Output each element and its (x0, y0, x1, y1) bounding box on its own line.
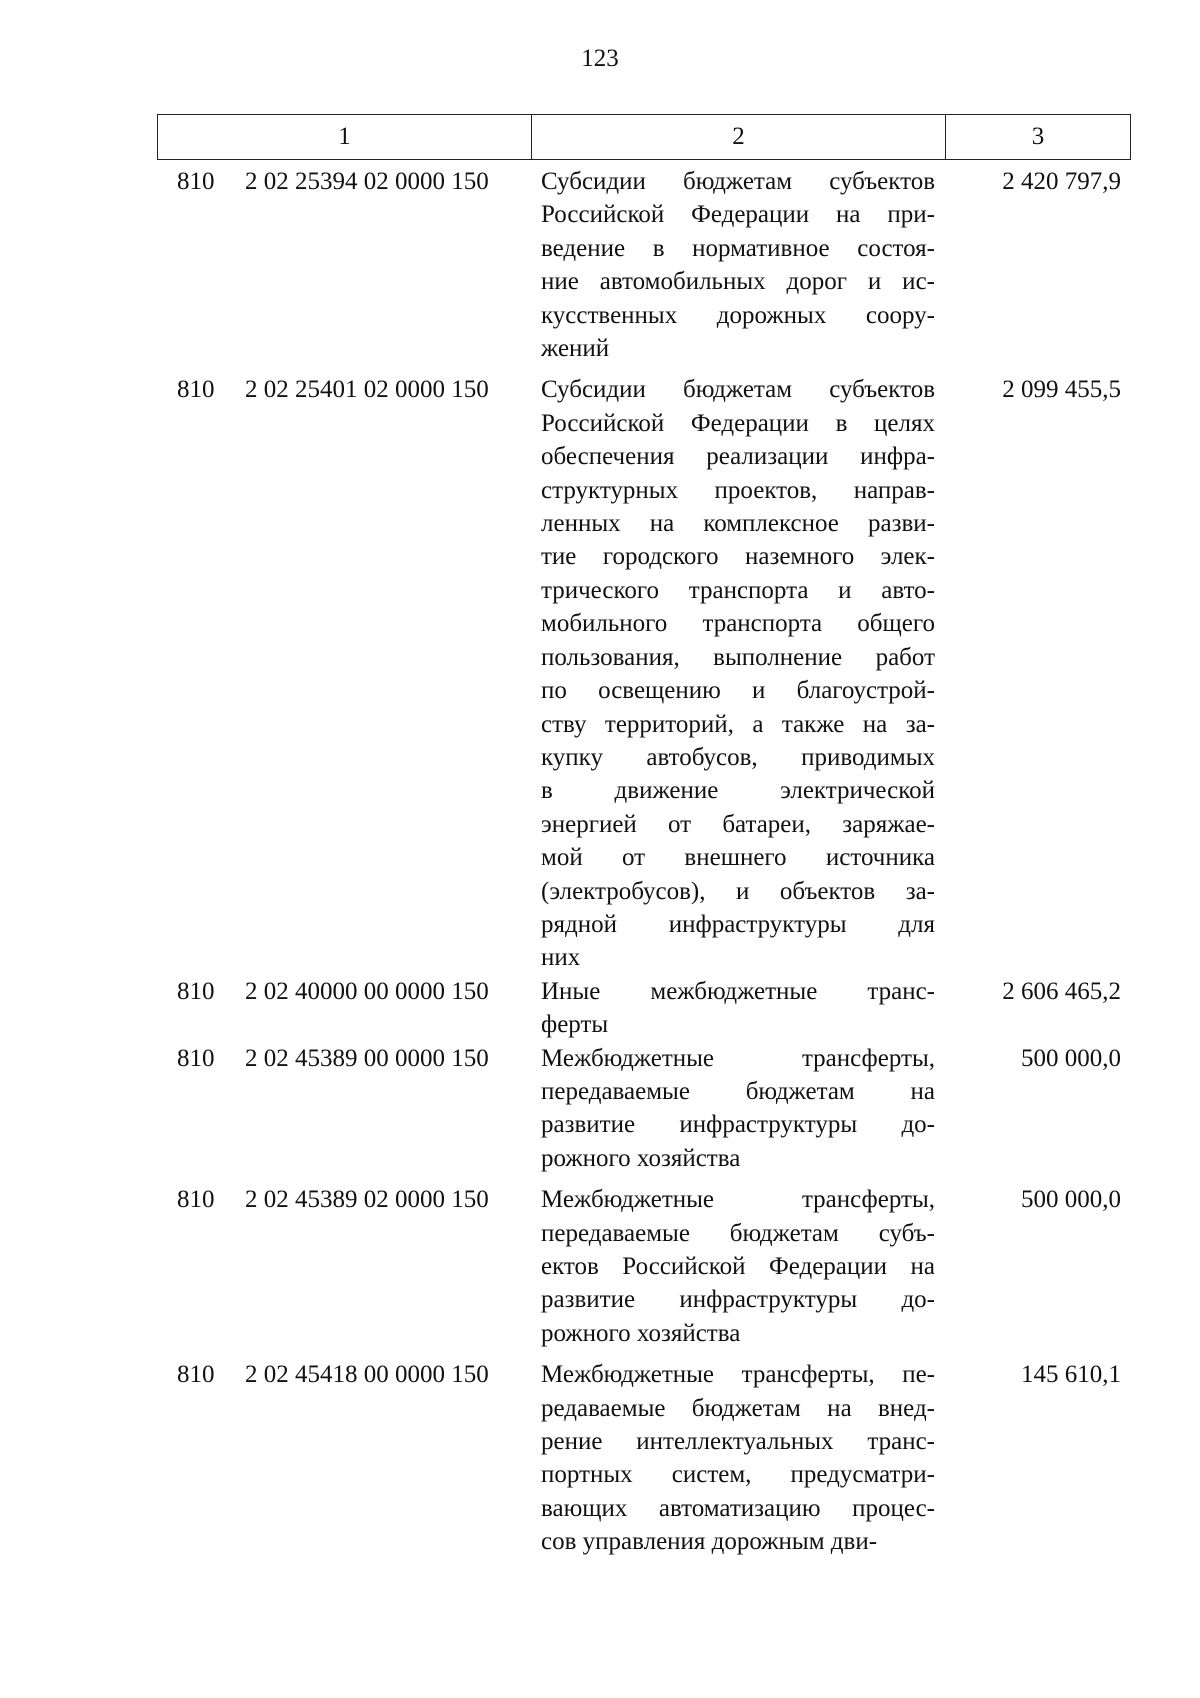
description-line: Российской Федерации в целях (541, 409, 935, 437)
budget-classification-code: 2 02 25394 02 0000 150 (245, 168, 489, 195)
budget-classification-code: 2 02 45389 02 0000 150 (245, 1186, 489, 1214)
description-line: ству территорий, а также на за- (541, 710, 935, 738)
description-line: Межбюджетные трансферты, пе- (541, 1361, 935, 1389)
amount-value: 2 099 455,5 (1002, 376, 1121, 404)
amount-value: 145 610,1 (1021, 1361, 1121, 1389)
admin-code: 810 (177, 168, 215, 195)
budget-classification-code: 2 02 45418 00 0000 150 (245, 1361, 489, 1389)
description-line: жений (541, 335, 610, 363)
description-line: трического транспорта и авто- (541, 576, 935, 604)
admin-code: 810 (177, 977, 215, 1005)
description-line: по освещению и благоустрой- (541, 677, 935, 705)
table-row (157, 1183, 1131, 1350)
description-line: ектов Российской Федерации на (541, 1253, 935, 1280)
description-line: мобильного транспорта общего (541, 610, 935, 638)
description-line: рение интеллектуальных транс- (541, 1428, 935, 1456)
description-line: в движение электрической (541, 777, 935, 805)
page-number: 123 (581, 45, 619, 72)
revenue-description (541, 1183, 935, 1350)
description-line: передаваемые бюджетам субъ- (541, 1219, 935, 1247)
description-line: развитие инфраструктуры до- (541, 1111, 935, 1139)
table-row (157, 1358, 1131, 1558)
description-line: Межбюджетные трансферты, (541, 1186, 935, 1214)
description-line: редаваемые бюджетам на внед- (541, 1394, 935, 1422)
description-line: Субсидии бюджетам субъектов (541, 376, 935, 404)
table-row (157, 373, 1131, 974)
header-col-2: 2 (532, 115, 946, 159)
revenue-description (541, 165, 935, 365)
description-line: сов управления дорожным дви- (541, 1528, 878, 1556)
description-line: развитие инфраструктуры до- (541, 1286, 935, 1314)
description-line: энергией от батареи, заряжае- (541, 810, 935, 838)
amount-value: 2 420 797,9 (1002, 168, 1121, 195)
revenue-description (541, 373, 935, 974)
description-line: Иные межбюджетные транс- (541, 977, 935, 1005)
table-row (157, 1042, 1131, 1176)
budget-classification-code: 2 02 25401 02 0000 150 (245, 376, 489, 404)
description-line: ние автомобильных дорог и ис- (541, 268, 935, 296)
description-line: рожного хозяйства (541, 1319, 741, 1347)
description-line: Межбюджетные трансферты, (541, 1044, 935, 1072)
description-line: передаваемые бюджетам на (541, 1077, 935, 1105)
header-col-1: 1 (158, 115, 532, 159)
description-line: рядной инфраструктуры для (541, 910, 935, 938)
header-col-3: 3 (1031, 123, 1045, 150)
budget-classification-code: 2 02 40000 00 0000 150 (245, 977, 489, 1005)
description-line: пользования, выполнение работ (541, 643, 935, 671)
description-line: ферты (541, 1011, 609, 1039)
description-line: структурных проектов, направ- (541, 476, 935, 504)
amount-value: 2 606 465,2 (1002, 977, 1121, 1005)
description-line: купку автобусов, приводимых (541, 743, 935, 771)
table-row (157, 975, 1131, 1042)
table-row (157, 165, 1131, 365)
admin-code: 810 (177, 1186, 215, 1214)
revenue-description (541, 1358, 935, 1558)
budget-classification-code: 2 02 45389 00 0000 150 (245, 1044, 489, 1072)
description-line: кусственных дорожных соору- (541, 301, 935, 329)
description-line: тие городского наземного элек- (541, 543, 935, 571)
description-line: вающих автоматизацию процес- (541, 1494, 935, 1522)
amount-value: 500 000,0 (1021, 1044, 1121, 1072)
description-line: ленных на комплексное разви- (541, 510, 935, 538)
revenue-description (541, 975, 935, 1042)
description-line: обеспечения реализации инфра- (541, 443, 935, 471)
description-line: них (541, 944, 581, 972)
table-body (157, 165, 1131, 1559)
description-line: портных систем, предусматри- (541, 1461, 935, 1489)
description-line: мой от внешнего источника (541, 844, 935, 872)
admin-code: 810 (177, 1044, 215, 1072)
description-line: Российской Федерации на при- (541, 201, 935, 229)
table-header (157, 114, 1131, 160)
amount-value: 500 000,0 (1021, 1186, 1121, 1214)
description-line: рожного хозяйства (541, 1144, 741, 1172)
description-line: Субсидии бюджетам субъектов (541, 168, 935, 195)
description-line: ведение в нормативное состоя- (541, 234, 935, 262)
admin-code: 810 (177, 376, 215, 404)
revenue-description (541, 1042, 935, 1176)
admin-code: 810 (177, 1361, 215, 1389)
description-line: (электробусов), и объектов за- (541, 877, 935, 905)
